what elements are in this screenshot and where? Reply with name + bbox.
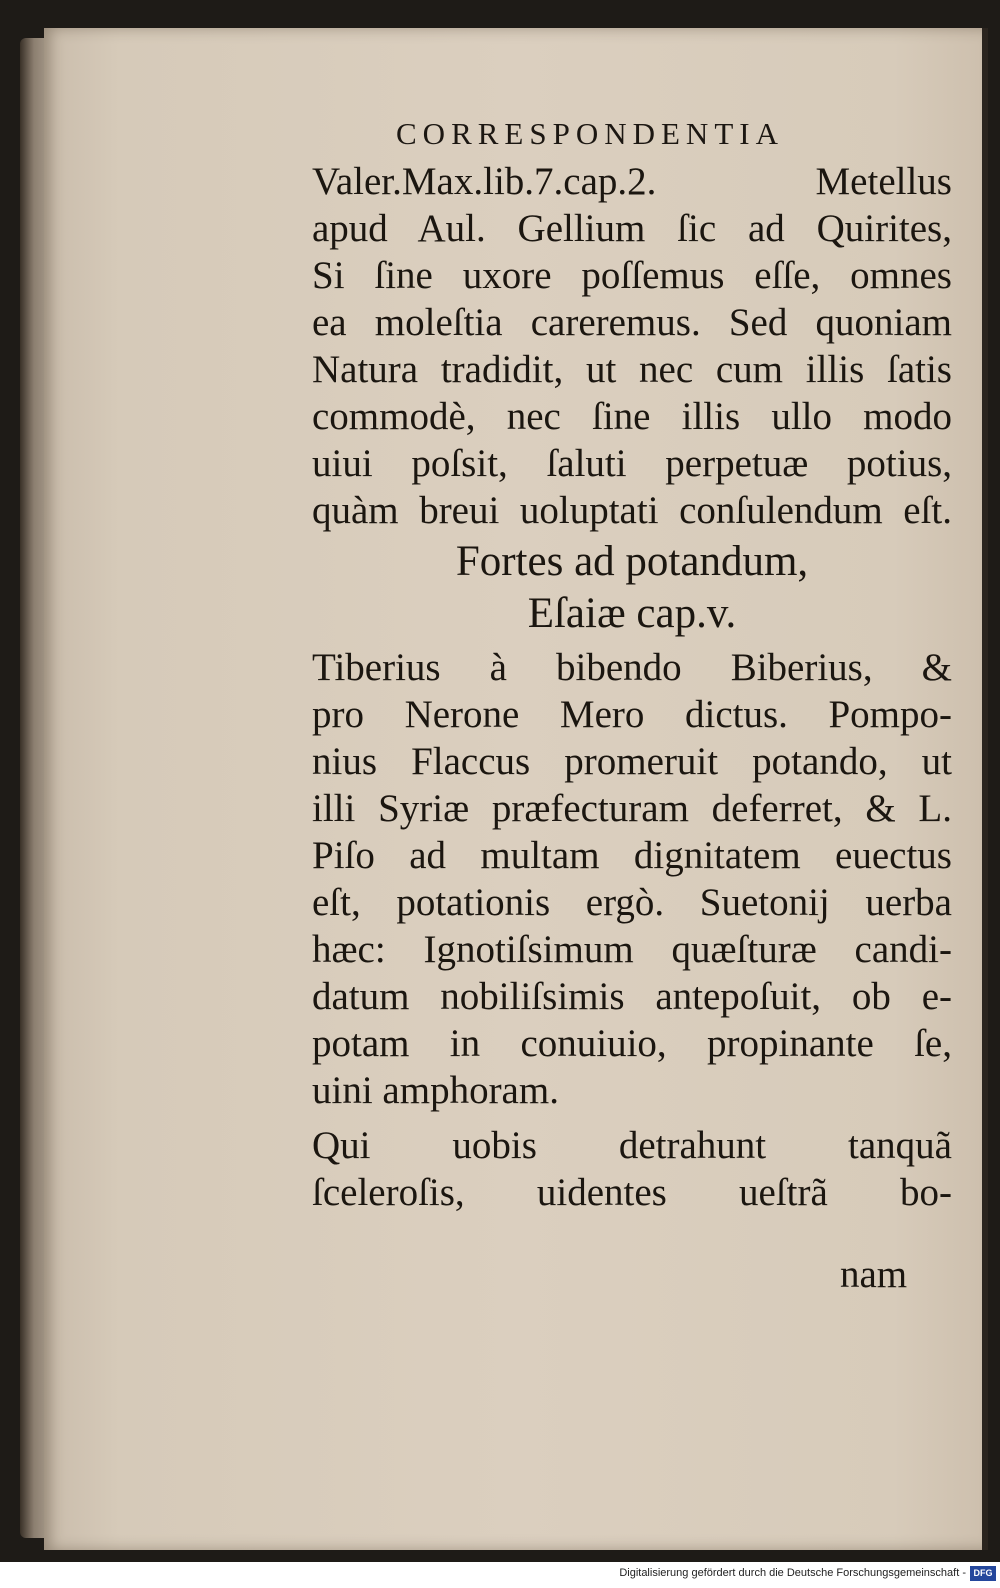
text-line: Piſo ad multam dignitatem euectus [312,834,952,877]
text-block [312,158,952,1216]
funding-credit: Digitalisierung gefördert durch die Deutsche Forschungsgemeinschaft - [619,1567,966,1579]
text-line: quàm breui uoluptati conſulendum eſt. [312,489,952,532]
text-line: apud Aul. Gellium ſic ad Quirites, [312,207,952,250]
text-line: Qui uobis detrahunt tanquã [312,1124,952,1167]
section-reference: Eſaiæ cap.v. [527,590,737,637]
text-line: Si ſine uxore poſſemus eſſe, omnes [312,254,952,297]
text-line: ea moleſtia careremus. Sed quoniam [312,301,952,344]
text-line: nius Flaccus promeruit potando, ut [312,740,952,783]
text-line: ſceleroſis, uidentes ueſtrã bo- [312,1171,952,1214]
text-line: potam in conuiuio, propinante ſe, [312,1022,952,1065]
digitization-footer [0,1562,1000,1588]
dfg-logo-icon: DFG [970,1566,996,1581]
text-line: pro Nerone Mero dictus. Pompo- [312,693,952,736]
text-line: hæc: Ignotiſsimum quæſturæ candi- [312,928,952,971]
text-line: Tiberius à bibendo Biberius, & [312,646,952,689]
text-line: commodè, nec ſine illis ullo modo [312,395,952,438]
text-line: illi Syriæ præfecturam deferret, & L. [312,787,952,830]
section-heading: Fortes ad potandum, [455,538,809,585]
text-line: uini amphoram. [312,1069,559,1112]
catchword: nam [840,1253,908,1296]
running-head: CORRESPONDENTIA [396,116,784,151]
paragraph-gap [312,1114,952,1122]
text-line: Valer.Max.lib.7.cap.2. Metellus [312,160,952,203]
paragraph-2 [312,644,952,1114]
paragraph-3 [312,1122,952,1216]
text-line: datum nobiliſsimis antepoſuit, ob e- [312,975,952,1018]
paragraph-1 [312,158,952,534]
text-line: Natura tradidit, ut nec cum illis ſatis [312,348,952,391]
text-line: uiui poſsit, ſaluti perpetuæ potius, [312,442,952,485]
text-line: eſt, potationis ergò. Suetonij uerba [312,881,952,924]
